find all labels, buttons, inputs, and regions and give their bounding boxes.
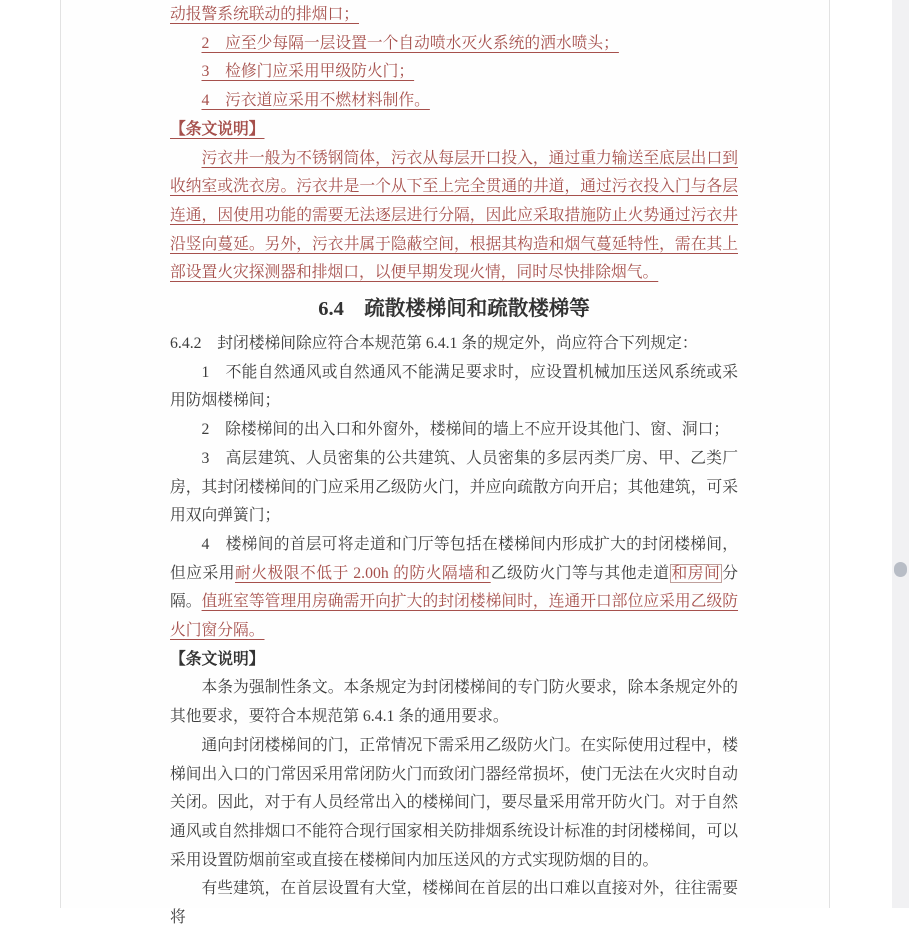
revision-red-text: 耐火极限不低于 2.00h 的防火隔墙和 bbox=[235, 564, 491, 582]
explanation-paragraph-1 bbox=[170, 674, 738, 731]
body-text: 乙级防火门等与其他走道 bbox=[490, 564, 670, 582]
inserted-text-box: 和房间 bbox=[671, 564, 721, 582]
scrollbar-thumb[interactable] bbox=[894, 562, 907, 577]
body-text: 有些建筑，在首层设置有大堂，楼梯间在首层的出口难以直接对外，往往需要将 bbox=[170, 880, 738, 927]
clause-6-4-2-item-4 bbox=[170, 531, 738, 646]
body-text: 分隔。 bbox=[170, 564, 739, 611]
bold-text: 6.4 疏散楼梯间和疏散楼梯等 bbox=[318, 298, 590, 321]
explanation-paragraph-2 bbox=[170, 732, 738, 876]
body-text: 3 高层建筑、人员密集的公共建筑、人员密集的多层丙类厂房、甲、乙类厂房，其封闭楼梯间的门应采用乙级防火门，并应向疏散方向开启；其他建筑，可采用双向弹簧门； bbox=[170, 449, 738, 525]
explanation-label-text: 【条文说明】 bbox=[170, 120, 265, 138]
explanation-label-red bbox=[170, 116, 738, 145]
revision-red-text: 3 检修门应采用甲级防火门； bbox=[201, 63, 415, 81]
revision-red-text: 4 污衣道应采用不燃材料制作。 bbox=[201, 92, 430, 110]
clause-continuation-line bbox=[170, 1, 738, 30]
clause-6-4-2-item-1 bbox=[170, 359, 738, 416]
bold-text: 【条文说明】 bbox=[170, 650, 265, 668]
body-text: 通向封闭楼梯间的门，正常情况下需采用乙级防火门。在实际使用过程中，楼梯间出入口的门常因采用常闭防火门而致闭门器经常损坏，使门无法在火灾时自动关闭。因此，对于有人员经常出入的楼梯间门，要尽量采用常开防火门。对于自然通风或自然排烟口不能符合现行国家相关防排烟系统设计标准的封闭楼梯间，可以采用设置防烟前室或直接在楼梯间内加压送风的方式实现防烟的目的。 bbox=[170, 736, 738, 869]
document-page bbox=[60, 0, 830, 927]
section-heading bbox=[170, 294, 738, 324]
clause-item-4 bbox=[170, 87, 738, 116]
body-text: 6.4.2 封闭楼梯间除应符合本规范第 6.4.1 条的规定外，尚应符合下列规定： bbox=[170, 335, 698, 353]
revision-red-text: 污衣井一般为不锈钢筒体，污衣从每层开口投入，通过重力输送至底层出口到收纳室或洗衣房。污衣井是一个从下至上完全贯通的井道，通过污衣投入门与各层连通，因使用功能的需要无法逐层进行分隔，因此应采取措施防止火势通过污衣井沿竖向蔓延。另外，污衣井属于隐蔽空间，根据其构造和烟气蔓延特性，需在其上部设置火灾探测器和排烟口，以便早期发现火情，同时尽快排除烟气。 bbox=[170, 149, 738, 282]
revision-red-text: 动报警系统联动的排烟口； bbox=[170, 6, 359, 23]
body-text: 4 楼梯间的首层可将走道和门厅等包括在楼梯间内形成扩大的封闭楼梯间，但应采用 bbox=[170, 535, 738, 582]
scrollbar-track[interactable] bbox=[892, 0, 909, 908]
document-content bbox=[170, 0, 738, 933]
body-text: 1 不能自然通风或自然通风不能满足要求时，应设置机械加压送风系统或采用防烟楼梯间； bbox=[170, 363, 738, 410]
clause-6-4-2-item-3 bbox=[170, 445, 738, 531]
clause-item-2 bbox=[170, 30, 738, 59]
clause-6-4-2 bbox=[170, 330, 738, 359]
explanation-label-black bbox=[170, 646, 738, 675]
body-text: 2 除楼梯间的出入口和外窗外，楼梯间的墙上不应开设其他门、窗、洞口； bbox=[201, 421, 730, 439]
revision-red-text: 值班室等管理用房确需开向扩大的封闭楼梯间时，连通开口部位应采用乙级防火门窗分隔。 bbox=[170, 593, 739, 640]
clause-6-4-2-item-2 bbox=[170, 416, 738, 445]
clause-item-3 bbox=[170, 58, 738, 87]
body-text: 本条为强制性条文。本条规定为封闭楼梯间的专门防火要求，除本条规定外的其他要求，要符合本规范第 6.4.1 条的通用要求。 bbox=[170, 679, 738, 726]
explanation-paragraph-red bbox=[170, 145, 738, 289]
revision-red-text: 2 应至少每隔一层设置一个自动喷水灭火系统的洒水喷头； bbox=[201, 34, 619, 52]
explanation-paragraph-3 bbox=[170, 875, 738, 932]
